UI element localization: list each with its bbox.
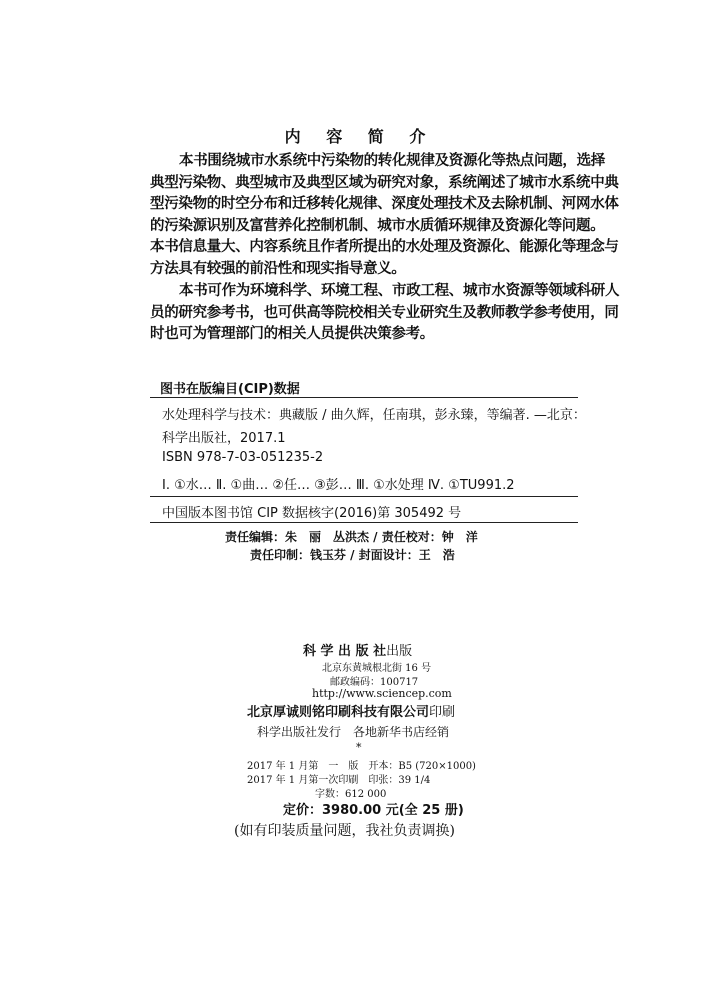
- summary-paragraph-2: [150, 281, 620, 346]
- printer-suffix: 印刷: [429, 705, 456, 720]
- cip-classification: Ⅰ. ①水… Ⅱ. ①曲… ②任… ③彭… Ⅲ. ①水处理 Ⅳ. ①TU991.2: [162, 478, 515, 493]
- summary-line: 典型污染物、典型城市及典型区域为研究对象，系统阐述了城市水系统中典: [150, 174, 619, 191]
- credits-editors: 责任编辑：朱 丽 丛洪杰 / 责任校对：钟 洋: [225, 530, 478, 544]
- summary-paragraph-1: [150, 151, 619, 280]
- summary-line: 方法具有较强的前沿性和现实指导意义。: [150, 260, 406, 277]
- edition-line: 2017 年 1 月第 一 版 开本：B5 (720×1000): [247, 761, 476, 772]
- publisher-suffix: 出版: [386, 644, 413, 659]
- distribution-line: 科学出版社发行 各地新华书店经销: [257, 725, 450, 739]
- printer-line: [247, 701, 455, 720]
- price: 定价：3980.00 元(全 25 册): [283, 803, 464, 818]
- summary-line: 员的研究参考书，也可供高等院校相关专业研究生及教师教学参考使用，同: [150, 304, 619, 321]
- cip-title-line: 水处理科学与技术：典藏版 / 曲久辉，任南琪，彭永臻，等编著. —北京：: [162, 408, 586, 423]
- summary-line: 的污染源识别及富营养化控制机制、城市水质循环规律及资源化等问题。: [150, 217, 605, 234]
- quality-notice: (如有印装质量问题，我社负责调换): [234, 823, 455, 839]
- summary-line: 本书可作为环境科学、环境工程、市政工程、城市水资源等领域科研人: [179, 283, 620, 299]
- publisher-url: http://www.sciencep.com: [312, 687, 452, 700]
- publisher-address: 北京东黄城根北街 16 号: [322, 663, 432, 674]
- cip-publisher-line: 科学出版社，2017.1: [162, 431, 286, 446]
- cip-top-rule: [150, 397, 578, 398]
- printer-name: 北京厚诚则铭印刷科技有限公司: [247, 705, 430, 720]
- cip-bottom-rule: [150, 522, 578, 523]
- cip-heading: 图书在版编目(CIP)数据: [160, 382, 300, 397]
- cip-middle-rule: [150, 496, 578, 497]
- printing-line: 2017 年 1 月第一次印刷 印张：39 1/4: [247, 775, 431, 786]
- summary-line: 型污染物的时空分布和迁移转化规律、深度处理技术及去除机制、河网水体: [150, 196, 619, 212]
- word-count: 字数：612 000: [315, 789, 387, 800]
- summary-line: 时也可为管理部门的相关人员提供决策参考。: [150, 326, 434, 342]
- summary-title: 内 容 简 介: [284, 127, 436, 146]
- cip-number: 中国版本图书馆 CIP 数据核字(2016)第 305492 号: [162, 506, 462, 521]
- credits-production: 责任印制：钱玉芬 / 封面设计：王 浩: [250, 548, 455, 562]
- summary-line: 本书围绕城市水系统中污染物的转化规律及资源化等热点问题，选择: [179, 153, 605, 169]
- cip-isbn: ISBN 978-7-03-051235-2: [162, 450, 324, 465]
- separator-asterisk: *: [356, 741, 362, 754]
- summary-line: 本书信息量大、内容系统且作者所提出的水处理及资源化、能源化等理念与: [150, 239, 619, 255]
- publisher-name-text: 科 学 出 版 社: [303, 644, 387, 659]
- publisher-name: [303, 640, 412, 659]
- publisher-postcode: 邮政编码：100717: [330, 677, 419, 688]
